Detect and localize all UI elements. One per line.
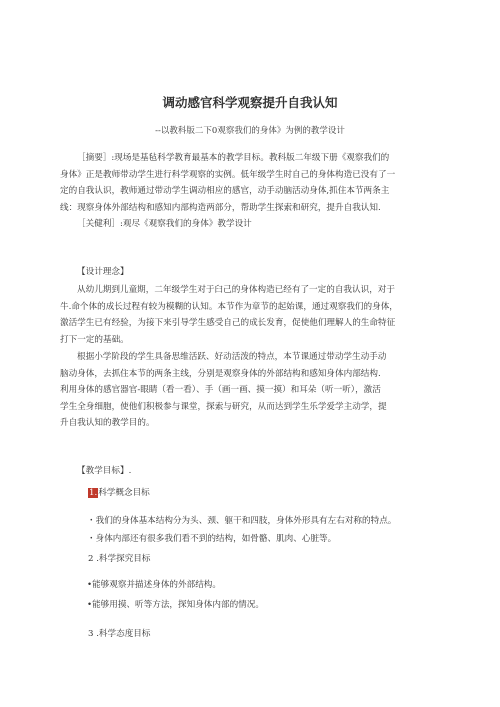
design-concept-heading: 【设计理念】 — [77, 267, 129, 277]
paragraph-line: 升自我认知的教学目的。 — [60, 418, 155, 428]
goal-1-heading — [88, 486, 150, 500]
teaching-goals-heading: 【教学目标】. — [77, 466, 132, 476]
document-subtitle: --以教科版二下0观察我们的身体》为例的教学设计 — [155, 126, 345, 136]
paragraph-line: 从幼儿期到儿童期，二年级学生对于臼己的身体构造已经有了一定的自我认识，对于 — [77, 285, 395, 295]
keywords-line: ［关健利］:观尽《观察我们的身体》教学设计 — [77, 219, 252, 229]
goal-2-heading: 2 .科学探究目标 — [88, 554, 151, 564]
keywords — [60, 216, 430, 233]
paragraph-line: 学生全身细胞，使他们积极参与课堂，探索与研究，从而达到学生乐学爱学主动学，提 — [60, 401, 387, 412]
paragraph-line: 激活学生已有经验，为接下来引导学生感受自己的成长发育，促使他们理解人的生命特征 — [60, 318, 396, 328]
paragraph-line: 脑动身体，去抓住本节的两条主线，分别是观察身体的外部结构和感知身体内部结构. — [60, 368, 381, 379]
design-concept-paragraph-2 — [60, 349, 430, 432]
paragraph-line: 根据小学阶段的学生具备思维活跃、好动活泼的特点，本节课通过带动学生动手动 — [77, 352, 387, 362]
goal-3-heading: 3 .科学态度目标 — [88, 629, 151, 639]
abstract-line: 线：现察身体外部结构和感知内部构造两部分，帮助学生探索和研究，提升自我认知. — [60, 202, 381, 213]
goal-1-item: ・身体内部还有很多我们看不到的结构，如骨骼、肌肉、心脏等。 — [87, 534, 337, 544]
abstract-line: 身体》正是教师带动学生进行科学观察的实例。低年级学生时自己的身体构造已没有了一 — [60, 169, 396, 180]
paragraph-line: 打下一定的基础。 — [60, 334, 129, 345]
abstract-line: 定的自我认识，教师通过带动学生调动相应的感官，动手动脑活动身体,抓住本节两条主 — [60, 186, 390, 196]
design-concept-paragraph-1 — [60, 282, 430, 348]
goal-2-item: •能够用摸、听等方法，探知身体内部的情况。 — [87, 600, 264, 610]
goal-1-number: 1. — [89, 488, 98, 498]
abstract — [60, 150, 430, 216]
goal-1-text: 科学概念目标 — [98, 488, 150, 498]
paragraph-line: 牛.命个体的成长过程有较为模糊的认知。本节作为章节的起始课，通过观察我们的身体， — [60, 301, 398, 312]
goal-1-item: ・我们的身体基本结构分为头、颈、躯干和四肢，身体外形具有左右对称的特点。 — [87, 516, 397, 526]
abstract-line: ［摘要］:现场是基毡科学教育最基本的教学目标。教科版二年级下册《观察我们的 — [77, 153, 390, 163]
goal-2-item: •能够观察并描述身体的外部结构。 — [87, 580, 221, 590]
paragraph-line: 利用身体的感官器官-眼睛（看一看）、手（画一画、摸一摸）和耳朵（听一听），激活 — [60, 385, 381, 395]
document-title: 调动感官科学观察提升自我认知 — [162, 95, 338, 110]
